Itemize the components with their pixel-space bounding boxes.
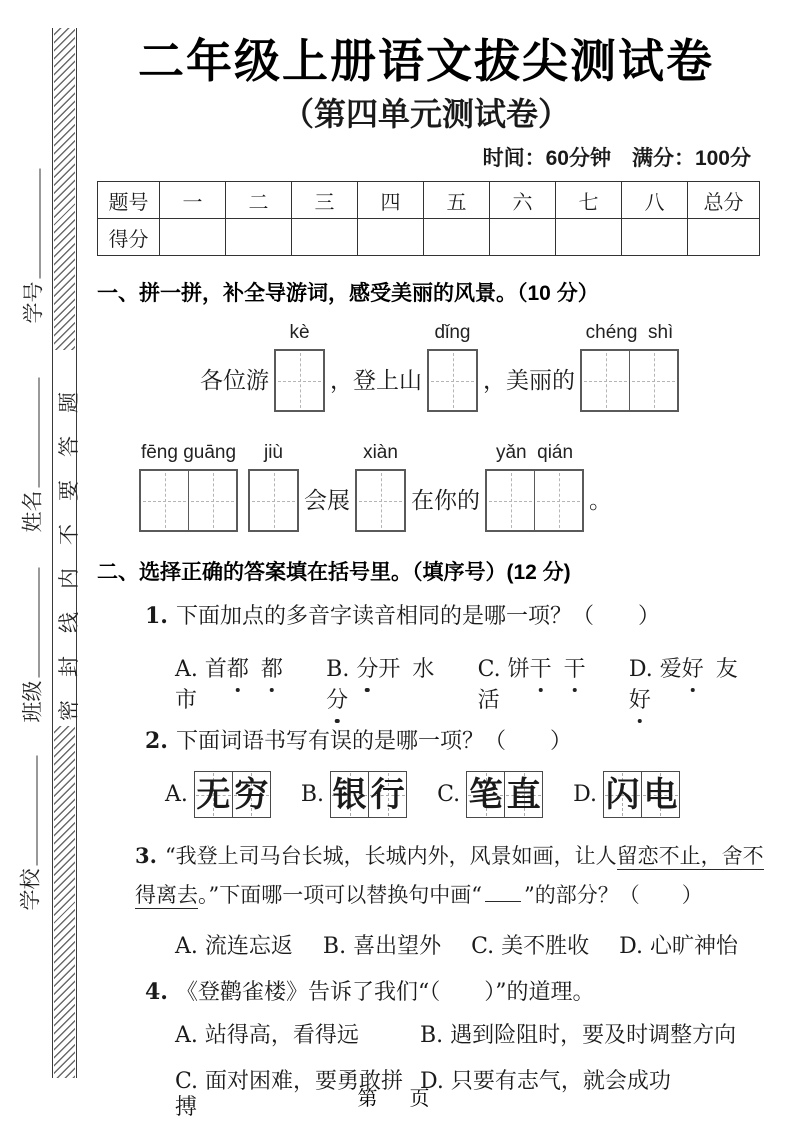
fill-in-line bbox=[35, 568, 40, 678]
grid-cell bbox=[467, 772, 504, 817]
field-label: 班级 bbox=[20, 680, 45, 723]
pinyin-label: fēng guāng bbox=[140, 442, 237, 463]
option-label: B. bbox=[322, 934, 347, 959]
pinyin-box-yanqian bbox=[485, 442, 584, 532]
character: 市 bbox=[175, 688, 198, 713]
score-cell-empty bbox=[622, 219, 688, 256]
option-label: C. bbox=[437, 782, 461, 807]
text-segment: 各位游 bbox=[200, 368, 269, 394]
grid-cell bbox=[534, 471, 582, 530]
option-a bbox=[175, 1023, 420, 1049]
grid-cell bbox=[195, 772, 232, 817]
header-cell: 三 bbox=[292, 182, 358, 219]
time-score-info: 时间：60分钟 满分：100分 bbox=[482, 147, 751, 170]
question-text: ”的部分？（ ） bbox=[523, 883, 703, 907]
question-text: 下面加点的多音字读音相同的是哪一项？（ ） bbox=[175, 604, 660, 629]
text-segment: ，美丽的 bbox=[483, 368, 575, 394]
writing-grid bbox=[355, 469, 406, 532]
header-cell: 四 bbox=[358, 182, 424, 219]
question-number: 3. bbox=[135, 843, 157, 868]
option-label: D. bbox=[628, 657, 653, 682]
hatch-pattern-bottom bbox=[54, 726, 75, 1078]
grid-cell bbox=[276, 351, 323, 410]
hanzi: 闪 bbox=[605, 774, 640, 815]
option-c bbox=[471, 929, 589, 960]
score-cell-empty bbox=[490, 219, 556, 256]
question-3-options bbox=[97, 929, 755, 960]
option-text: 站得高，看得远 bbox=[204, 1023, 359, 1048]
pinyin-box-xian bbox=[355, 442, 406, 532]
option-b bbox=[420, 1023, 755, 1049]
grid-cell bbox=[504, 772, 542, 817]
grid-cell bbox=[357, 471, 404, 530]
writing-grid bbox=[485, 469, 584, 532]
score-cell-empty bbox=[424, 219, 490, 256]
grid-cell bbox=[604, 772, 641, 817]
pinyin-label: xiàn bbox=[363, 442, 398, 463]
writing-grid bbox=[139, 469, 238, 532]
emphasized-character: 都 bbox=[227, 652, 249, 683]
emphasized-character: 干 bbox=[530, 652, 552, 683]
writing-grid bbox=[248, 469, 299, 532]
score-cell-empty bbox=[358, 219, 424, 256]
header-cell: 一 bbox=[160, 182, 226, 219]
field-school bbox=[15, 746, 41, 911]
hatch-pattern-top bbox=[54, 28, 75, 350]
question-1-options bbox=[97, 652, 755, 714]
header-cell: 七 bbox=[556, 182, 622, 219]
fill-in-line bbox=[35, 378, 40, 488]
page-title: 二年级上册语文拔尖测试卷 bbox=[138, 35, 714, 87]
option-b bbox=[326, 652, 451, 714]
score-cell-empty bbox=[226, 219, 292, 256]
word-grid-box bbox=[194, 771, 271, 818]
emphasized-character: 好 bbox=[682, 652, 704, 683]
word-grid-box bbox=[330, 771, 407, 818]
emphasized-character: 分 bbox=[326, 683, 348, 714]
underlined-text: 得离去 bbox=[135, 883, 198, 907]
grid-cell bbox=[629, 351, 677, 410]
question-text: 下面词语书写有误的是哪一项？（ ） bbox=[175, 729, 572, 754]
option-c bbox=[478, 652, 603, 714]
option-b bbox=[301, 771, 407, 818]
question-text: 《登鹳雀楼》告诉了我们“（ ）”的道理。 bbox=[175, 980, 595, 1005]
word-grid-box bbox=[466, 771, 543, 818]
header-cell: 六 bbox=[490, 182, 556, 219]
option-text: 喜出望外 bbox=[353, 934, 442, 959]
grid-cell bbox=[250, 471, 297, 530]
pinyin-box-ke bbox=[274, 322, 325, 412]
option-label: A. bbox=[175, 657, 198, 682]
question-text: “我登上司马台长城，长城内外，风景如画，让人 bbox=[164, 844, 617, 868]
option-text: 遇到险阻时，要及时调整方向 bbox=[450, 1023, 737, 1048]
seal-line-text: 密封线内不要答题 bbox=[57, 369, 81, 721]
option-label: A. bbox=[165, 782, 188, 807]
score-cell-empty bbox=[292, 219, 358, 256]
question-3-line-1 bbox=[135, 836, 764, 876]
question-3 bbox=[97, 836, 764, 915]
field-label: 姓名 bbox=[20, 490, 45, 533]
question-text: 。”下面哪一项可以替换句中画“ bbox=[198, 883, 482, 907]
page-footer: 第 页 bbox=[357, 1088, 436, 1110]
question-2 bbox=[97, 728, 755, 755]
character: 活 bbox=[477, 688, 500, 713]
grid-cell bbox=[487, 471, 534, 530]
writing-grid bbox=[580, 349, 679, 412]
character: 饼 bbox=[507, 657, 530, 682]
pinyin-label: dǐng bbox=[434, 322, 471, 343]
section-2-heading: 二、选择正确的答案填在括号里。（填序号）(12 分) bbox=[97, 561, 571, 584]
character: 开 bbox=[378, 657, 401, 682]
hanzi: 笔 bbox=[468, 774, 503, 815]
score-cell-empty bbox=[160, 219, 226, 256]
field-student-id bbox=[18, 159, 44, 324]
option-d bbox=[619, 929, 738, 960]
pinyin-label: kè bbox=[289, 322, 310, 343]
blank-line bbox=[485, 879, 521, 902]
word-grid-box bbox=[603, 771, 680, 818]
underlined-text: 留恋不止，舍不 bbox=[616, 844, 764, 868]
pinyin-box-chengshi bbox=[580, 322, 679, 412]
option-d bbox=[573, 771, 680, 818]
option-b bbox=[323, 929, 441, 960]
emphasized-character: 好 bbox=[629, 683, 651, 714]
hanzi: 穷 bbox=[234, 774, 269, 815]
header-cell: 八 bbox=[622, 182, 688, 219]
page-subtitle: （第四单元测试卷） bbox=[281, 96, 570, 132]
hanzi: 无 bbox=[196, 774, 231, 815]
option-c bbox=[437, 771, 543, 818]
field-class bbox=[17, 558, 43, 723]
option-label: D. bbox=[619, 934, 644, 959]
question-number: 1. bbox=[145, 603, 168, 629]
header-cell: 题号 bbox=[98, 182, 160, 219]
question-4 bbox=[97, 979, 755, 1006]
option-label: B. bbox=[326, 657, 350, 682]
pinyin-label: chéng shì bbox=[585, 322, 674, 343]
field-label: 学号 bbox=[21, 281, 46, 324]
score-cell-empty bbox=[688, 219, 760, 256]
option-text: 流连忘返 bbox=[204, 934, 293, 959]
score-row-label: 得分 bbox=[98, 219, 160, 256]
fill-in-line bbox=[36, 169, 41, 279]
option-a bbox=[175, 652, 300, 714]
text-segment: 。 bbox=[589, 488, 612, 514]
option-text: 心旷神怡 bbox=[650, 934, 739, 959]
pinyin-label: jiù bbox=[263, 442, 283, 463]
character: 水 bbox=[412, 657, 435, 682]
option-label: B. bbox=[300, 782, 325, 807]
question-3-line-2 bbox=[135, 876, 755, 915]
writing-grid bbox=[427, 349, 478, 412]
option-label: C. bbox=[477, 657, 501, 682]
question-4-options-row-1 bbox=[97, 1023, 755, 1049]
field-label: 学校 bbox=[18, 868, 43, 911]
writing-grid bbox=[274, 349, 325, 412]
grid-cell bbox=[582, 351, 629, 410]
grid-cell bbox=[368, 772, 406, 817]
option-label: C. bbox=[471, 934, 495, 959]
pinyin-label: yǎn qián bbox=[495, 442, 574, 463]
hanzi: 直 bbox=[506, 774, 541, 815]
pinyin-line-2 bbox=[97, 442, 755, 532]
option-text: 美不胜收 bbox=[501, 934, 590, 959]
option-label: D. bbox=[420, 1069, 444, 1094]
pinyin-box-jiu bbox=[248, 442, 299, 532]
character: 爱 bbox=[659, 657, 682, 682]
pinyin-box-ding bbox=[427, 322, 478, 412]
pinyin-line-1 bbox=[97, 322, 755, 412]
score-table-header-row bbox=[98, 182, 760, 219]
grid-cell bbox=[331, 772, 368, 817]
text-segment: 会展 bbox=[304, 488, 350, 514]
character: 首 bbox=[204, 657, 227, 682]
option-label: C. bbox=[175, 1069, 199, 1094]
header-cell: 五 bbox=[424, 182, 490, 219]
character: 友 bbox=[715, 657, 738, 682]
question-1 bbox=[97, 603, 755, 630]
exam-paper bbox=[97, 0, 764, 1121]
grid-cell bbox=[188, 471, 236, 530]
header-cell: 总分 bbox=[688, 182, 760, 219]
emphasized-character: 都 bbox=[261, 652, 283, 683]
option-label: A. bbox=[175, 1023, 198, 1048]
emphasized-character: 分 bbox=[356, 652, 378, 683]
emphasized-character: 干 bbox=[564, 652, 586, 683]
question-number: 4. bbox=[145, 979, 168, 1005]
text-segment: ，登上山 bbox=[330, 368, 422, 394]
text-segment: 在你的 bbox=[411, 488, 480, 514]
field-name bbox=[17, 368, 43, 533]
option-label: A. bbox=[175, 934, 198, 959]
pinyin-box-fengguang bbox=[139, 442, 238, 532]
section-1-heading: 一、拼一拼，补全导游词，感受美丽的风景。（10 分） bbox=[97, 282, 599, 305]
option-a bbox=[165, 771, 271, 818]
option-a bbox=[175, 929, 293, 960]
grid-cell bbox=[232, 772, 270, 817]
question-2-options bbox=[97, 771, 755, 818]
fill-in-line bbox=[33, 756, 38, 866]
score-table bbox=[97, 181, 760, 256]
question-number: 2. bbox=[145, 728, 168, 754]
hanzi: 行 bbox=[370, 774, 405, 815]
score-cell-empty bbox=[556, 219, 622, 256]
grid-cell bbox=[429, 351, 476, 410]
grid-cell bbox=[641, 772, 679, 817]
option-label: B. bbox=[420, 1023, 444, 1048]
hanzi: 银 bbox=[332, 774, 367, 815]
grid-cell bbox=[141, 471, 188, 530]
header-cell: 二 bbox=[226, 182, 292, 219]
option-text: 只要有志气，就会成功 bbox=[450, 1069, 671, 1094]
option-d bbox=[629, 652, 755, 714]
option-label: D. bbox=[573, 782, 597, 807]
score-table-score-row bbox=[98, 219, 760, 256]
option-text: 面对困难，要勇敢拼搏 bbox=[175, 1069, 404, 1120]
hanzi: 电 bbox=[643, 774, 678, 815]
